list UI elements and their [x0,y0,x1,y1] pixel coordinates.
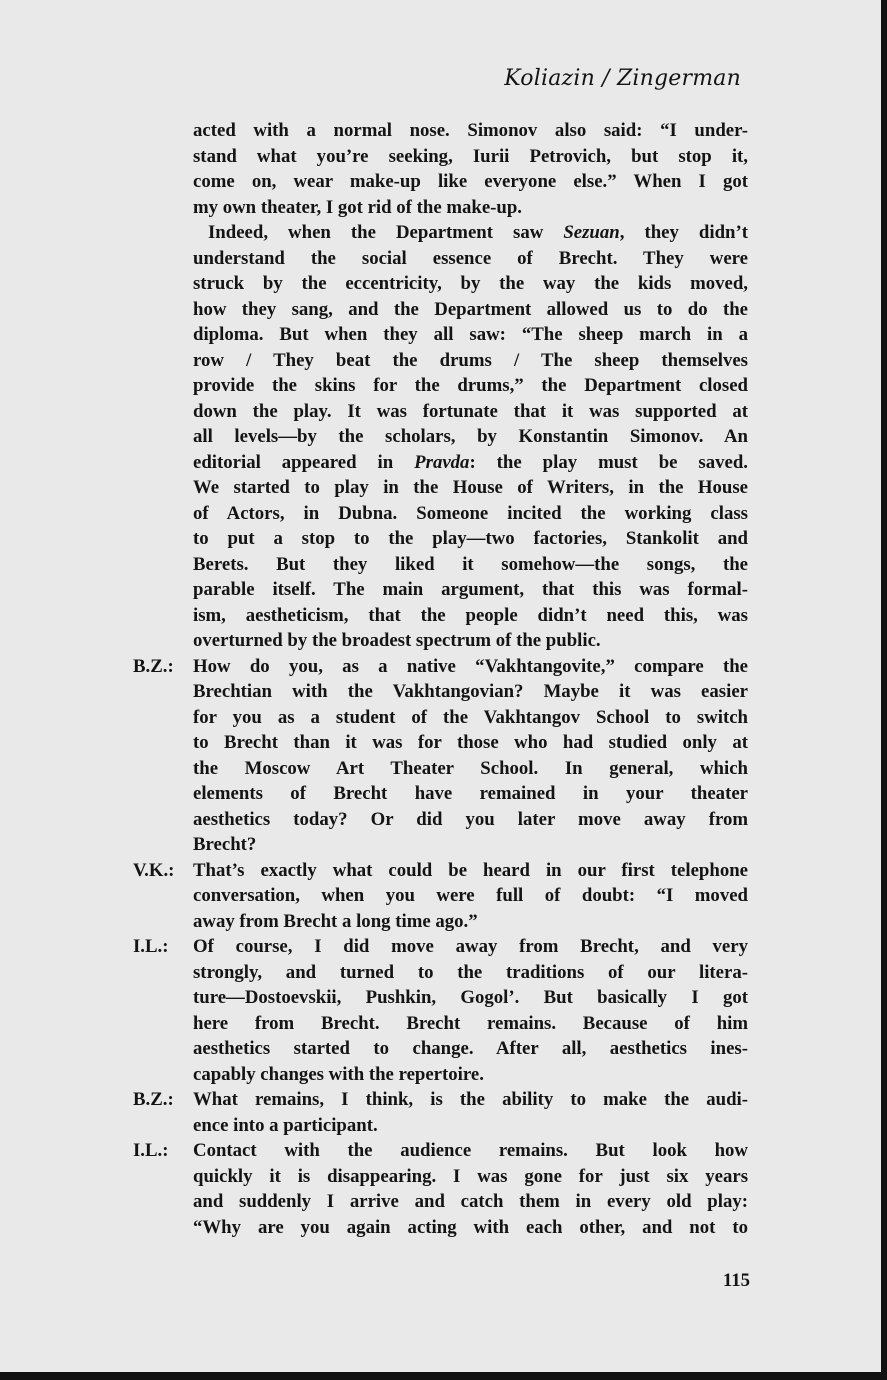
italic-title-sezuan: Sezuan [563,222,620,243]
text-line: Indeed, when the Department saw Sezuan, they didn’t [208,222,748,243]
text-line: how they sang, and the Department allowed us to do the [193,298,748,320]
text-line: ence into a participant. [193,1114,378,1136]
text-line: overturned by the broadest spectrum of the public. [193,630,601,651]
text-line: of Actors, in Dubna. Someone incited the working class [193,502,748,524]
text-line: here from Brecht. Brecht remains. Because of him [193,1012,748,1034]
text-line: Brecht? [193,834,257,855]
text-line: and suddenly I arrive and catch them in every old play: [193,1191,748,1212]
running-head: Koliazin / Zingerman [504,66,741,91]
text-line: diploma. But when they all saw: “The sheep march in a [193,324,748,345]
text-line: down the play. It was fortunate that it was supported at [193,400,748,422]
text-line: aesthetics started to change. After all, aesthetics ines- [193,1038,748,1059]
text-line: to put a stop to the play—two factories, Stankolit and [193,528,748,549]
text-line: That’s exactly what could be heard in our first telephone [193,859,748,881]
text-line: quickly it is disappearing. I was gone for just six years [193,1165,748,1187]
text-line: provide the skins for the drums,” the Department closed [193,375,748,396]
speaker-label: I.L.: [133,1140,169,1161]
text-line: What remains, I think, is the ability to make the audi- [193,1089,748,1110]
speaker-label: B.Z.: [133,1089,174,1110]
text-line: all levels—by the scholars, by Konstantin Simonov. An [193,426,748,447]
dialogue-exchange [133,1138,748,1240]
text-line: ism, aestheticism, that the people didn’t need this, was [193,604,748,626]
text-line: parable itself. The main argument, that this was formal- [193,579,748,600]
dialogue-exchange [133,858,748,935]
text-line: Berets. But they liked it somehow—the songs, the [193,553,748,575]
text-line: row / They beat the drums / The sheep themselves [193,349,748,371]
text-line: Brechtian with the Vakhtangovian? Maybe it was easier [193,681,748,702]
text-line: Of course, I did move away from Brecht, and very [193,936,748,957]
text-line: struck by the eccentricity, by the way the kids moved, [193,273,748,294]
text-line: elements of Brecht have remained in your theater [193,783,748,804]
speaker-label: V.K.: [133,859,175,881]
italic-title-pravda: Pravda [414,451,470,473]
speaker-label: B.Z.: [133,655,174,677]
text-line: come on, wear make-up like everyone else.” When I got [193,171,748,192]
speaker-label: I.L.: [133,936,169,957]
scan-edge-bottom [0,1372,887,1380]
dialogue-exchange [133,1087,748,1138]
paragraph-continuation [193,118,748,220]
paragraph-indeed [193,220,748,654]
text-line: strongly, and turned to the traditions of our litera- [193,961,748,983]
text-line: acted with a normal nose. Simonov also said: “I under- [193,120,748,141]
text-line: the Moscow Art Theater School. In general, which [193,757,748,779]
text-line: my own theater, I got rid of the make-up. [193,196,523,218]
body-text [133,118,749,1240]
text-line: “Why are you again acting with each other, and not to [193,1216,748,1238]
text-line: We started to play in the House of Writers, in the House [193,477,748,498]
text-line: ture—Dostoevskii, Pushkin, Gogol’. But basically I got [193,987,748,1008]
text-line: stand what you’re seeking, Iurii Petrovich, but stop it, [193,145,748,167]
scan-edge-right [881,0,887,1380]
text-line: understand the social essence of Brecht. They were [193,247,748,269]
text-line: Contact with the audience remains. But look how [193,1140,748,1161]
text-line: away from Brecht a long time ago.” [193,910,478,932]
text-line: to Brecht than it was for those who had studied only at [193,732,748,753]
text-line: capably changes with the repertoire. [193,1063,484,1085]
text-line: aesthetics today? Or did you later move away from [193,808,748,830]
dialogue-exchange [133,654,748,858]
text-line: editorial appeared in Pravda: the play must be saved. [193,451,749,473]
text-line: for you as a student of the Vakhtangov School to switch [193,706,748,728]
dialogue-exchange [133,934,748,1087]
text-line: conversation, when you were full of doubt: “I moved [193,885,748,906]
page-number: 115 [722,1270,750,1291]
text-line: How do you, as a native “Vakhtangovite,” compare the [193,655,748,677]
